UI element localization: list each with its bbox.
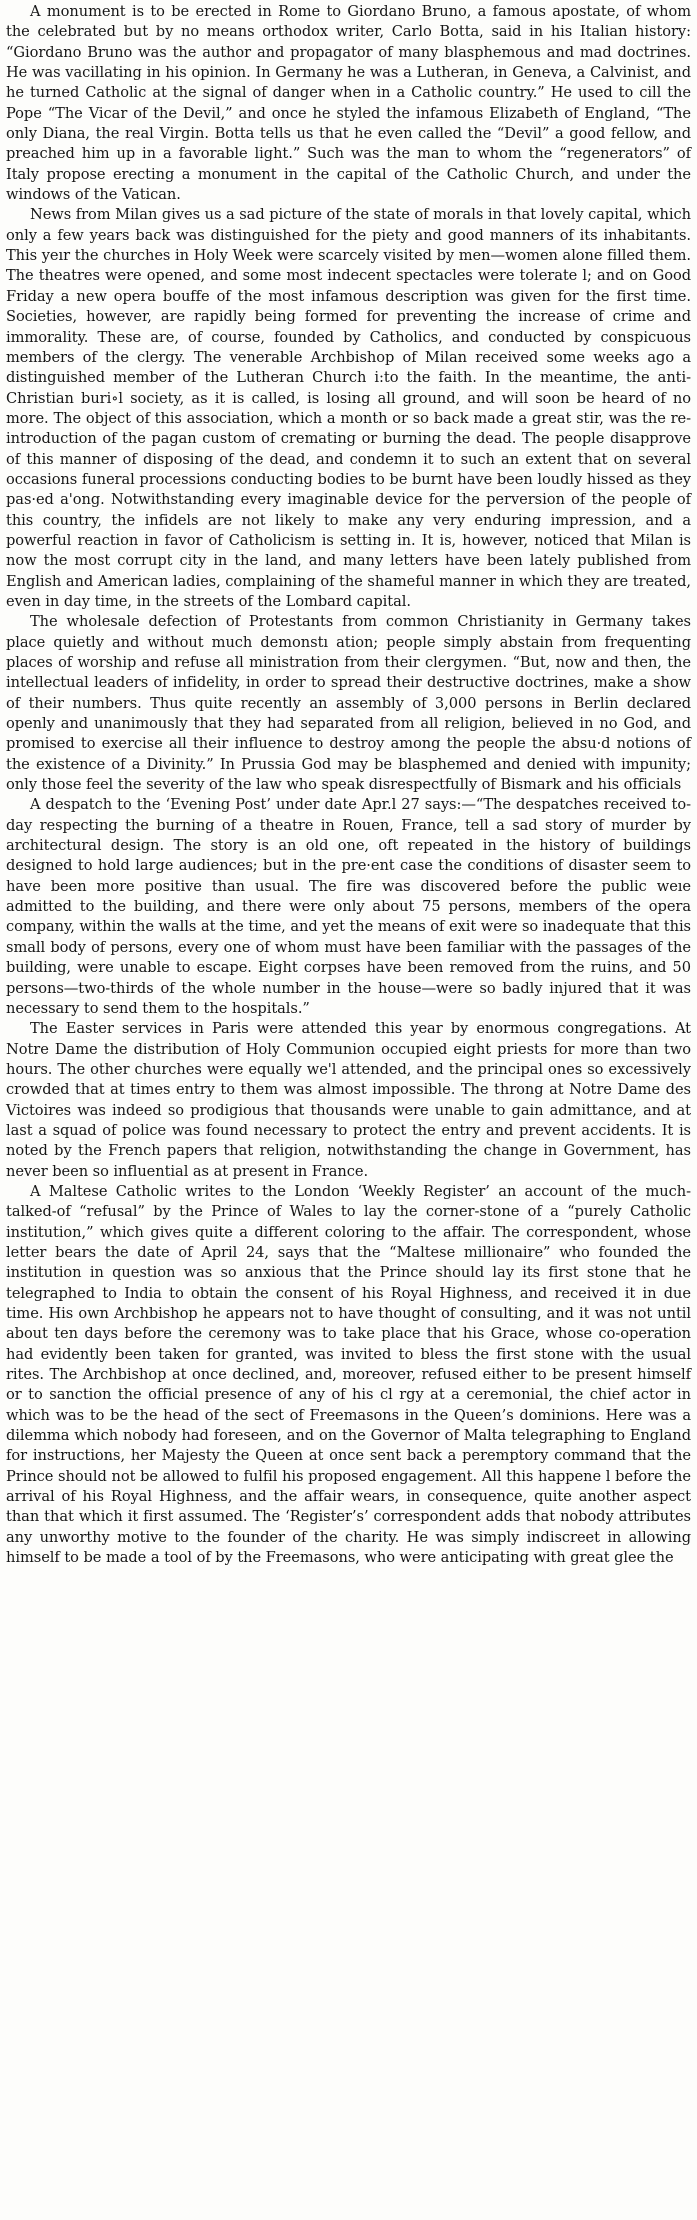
paragraph-rouen-theatre-fire: A despatch to the ‘Evening Post’ under date Apr.l 27 says:—“The despatches received to-day respecting the burning of a theatre in Rouen, France, tell a sad story of murder by architectural design. The story is an old one, oft repeated in the history of buildings designed to hold large audiences; but in the pre·ent case the conditions of disaster seem to have been more positive than usual. The fire was discovered before the public weıe admitted to the building, and there were only about 75 persons, members of the opera company, within the walls at the time, and yet the means of exit were so inadequate that this small body of persons, every one of whom must have been familiar with the passages of the building, were unable to escape. Eight corpses have been removed from the ruins, and 50 persons—two-thirds of the whole number in the house—were so badly injured that it was necessary to send them to the hospitals.”	[6, 796, 691, 1017]
paragraph-giordano-bruno-monument: A monument is to be erected in Rome to Giordano Bruno, a famous apostate, of whom the celebrated but by no means orthodox writer, Carlo Botta, said in his Italian history: “Giordano Bruno was the author and propagator of many blasphemous and mad doctrines. He was vacillating in his opinion. In Germany he was a Lutheran, in Geneva, a Calvinist, and he turned Catholic at the signal of danger when in a Catholic country.” He used to cill the Pope “The Vicar of the Devil,” and once he styled the infamous Elizabeth of England, “The only Diana, the real Virgin. Botta tells us that he even called the “Devil” a good fellow, and preached him up in a favorable light.” Such was the man to whom the “regenerators” of Italy propose erecting a monument in the capital of the Catholic Church, and under the windows of the Vatican.	[6, 3, 691, 204]
paragraph-maltese-prince-of-wales: A Maltese Catholic writes to the London ‘Weekly Register’ an account of the much-talked-of “refusal” by the Prince of Wales to lay the corner-stone of a “purely Catholic institution,” which gives quite a different coloring to the affair. The correspondent, whose letter bears the date of April 24, says that the “Maltese millionaire” who founded the institution in question was so anxious that the Prince should lay its first stone that he telegraphed to India to obtain the consent of his Royal Highness, and received it in due time. His own Archbishop he appears not to have thought of consulting, and it was not until about ten days before the ceremony was to take place that his Grace, whose co-operation had evidently been taken for granted, was invited to bless the first stone with the usual rites. The Archbishop at once declined, and, moreover, refused either to be present himself or to sanction the official presence of any of his cl rgy at a ceremonial, the chief actor in which was to be the head of the sect of Freemasons in the Queen’s dominions. Here was a dilemma which nobody had foreseen, and on the Governor of Malta telegraphing to England for instructions, her Majesty the Queen at once sent back a peremptory command that the Prince should not be allowed to fulfil his proposed engagement. All this happene l before the arrival of his Royal Highness, and the affair wears, in consequence, quite another aspect than that which it first assumed. The ‘Register’s’ correspondent adds that nobody attributes any unworthy motive to the founder of the charity. He was simply indiscreet in allowing himself to be made a tool of by the Freemasons, who were anticipating with great glee the	[6, 1182, 691, 1567]
article-column	[6, 2, 691, 1568]
paragraph-milan-morals: News from Milan gives us a sad picture of the state of morals in that lovely capital, which only a few years back was distinguished for the piety and good manners of its inhabitants. This yeır the churches in Holy Week were scarcely visited by men—women alone filled them. The theatres were opened, and some most indecent spectacles were tolerate l; and on Good Friday a new opera bouffe of the most infamous description was given for the first time. Societies, however, are rapidly being formed for preventing the increase of crime and immorality. These are, of course, founded by Catholics, and conducted by conspicuous members of the clergy. The venerable Archbishop of Milan received some weeks ago a distinguished member of the Lutheran Church i:to the faith. In the meantime, the anti-Christian buri∘l society, as it is called, is losing all ground, and will soon be heard of no more. The object of this association, which a month or so back made a great stir, was the re-introduction of the pagan custom of cremating or burning the dead. The people disapprove of this manner of disposing of the dead, and condemn it to such an extent that on several occasions funeral processions conducting bodies to be burnt have been loudly hissed as they pas·ed a'ong. Notwithstanding every imaginable device for the perversion of the people of this country, the infidels are not likely to make any very enduring impression, and a powerful reaction in favor of Catholicism is setting in. It is, however, noticed that Milan is now the most corrupt city in the land, and many letters have been lately published from English and American ladies, complaining of the shameful manner in which they are treated, even in day time, in the streets of the Lombard capital.	[6, 206, 691, 610]
paragraph-germany-defection: The wholesale defection of Protestants from common Christianity in Germany takes place quietly and without much demonstı ation; people simply abstain from frequenting places of worship and refuse all ministration from their clergymen. “But, now and then, the intellectual leaders of infidelity, in order to spread their destructive doctrines, make a show of their numbers. Thus quite recently an assembly of 3,000 persons in Berlin declared openly and unanimously that they had separated from all religion, believed in no God, and promised to exercise all their influence to destroy among the people the absu·d notions of the existence of a Divinity.” In Prussia God may be blasphemed and denied with impunity; only those feel the severity of the law who speak disrespectfully of Bismark and his officials	[6, 613, 691, 794]
paragraph-paris-easter: The Easter services in Paris were attended this year by enormous congregations. At Notre Dame the distribution of Holy Communion occupied eight priests for more than two hours. The other churches were equally we'l attended, and the principal ones so excessively crowded that at times entry to them was almost impossible. The throng at Notre Dame des Victoires was indeed so prodigious that thousands were unable to gain admittance, and at last a squad of police was found necessary to protect the entry and prevent accidents. It is noted by the French papers that religion, notwithstanding the change in Government, has never been so influential as at present in France.	[6, 1020, 691, 1180]
